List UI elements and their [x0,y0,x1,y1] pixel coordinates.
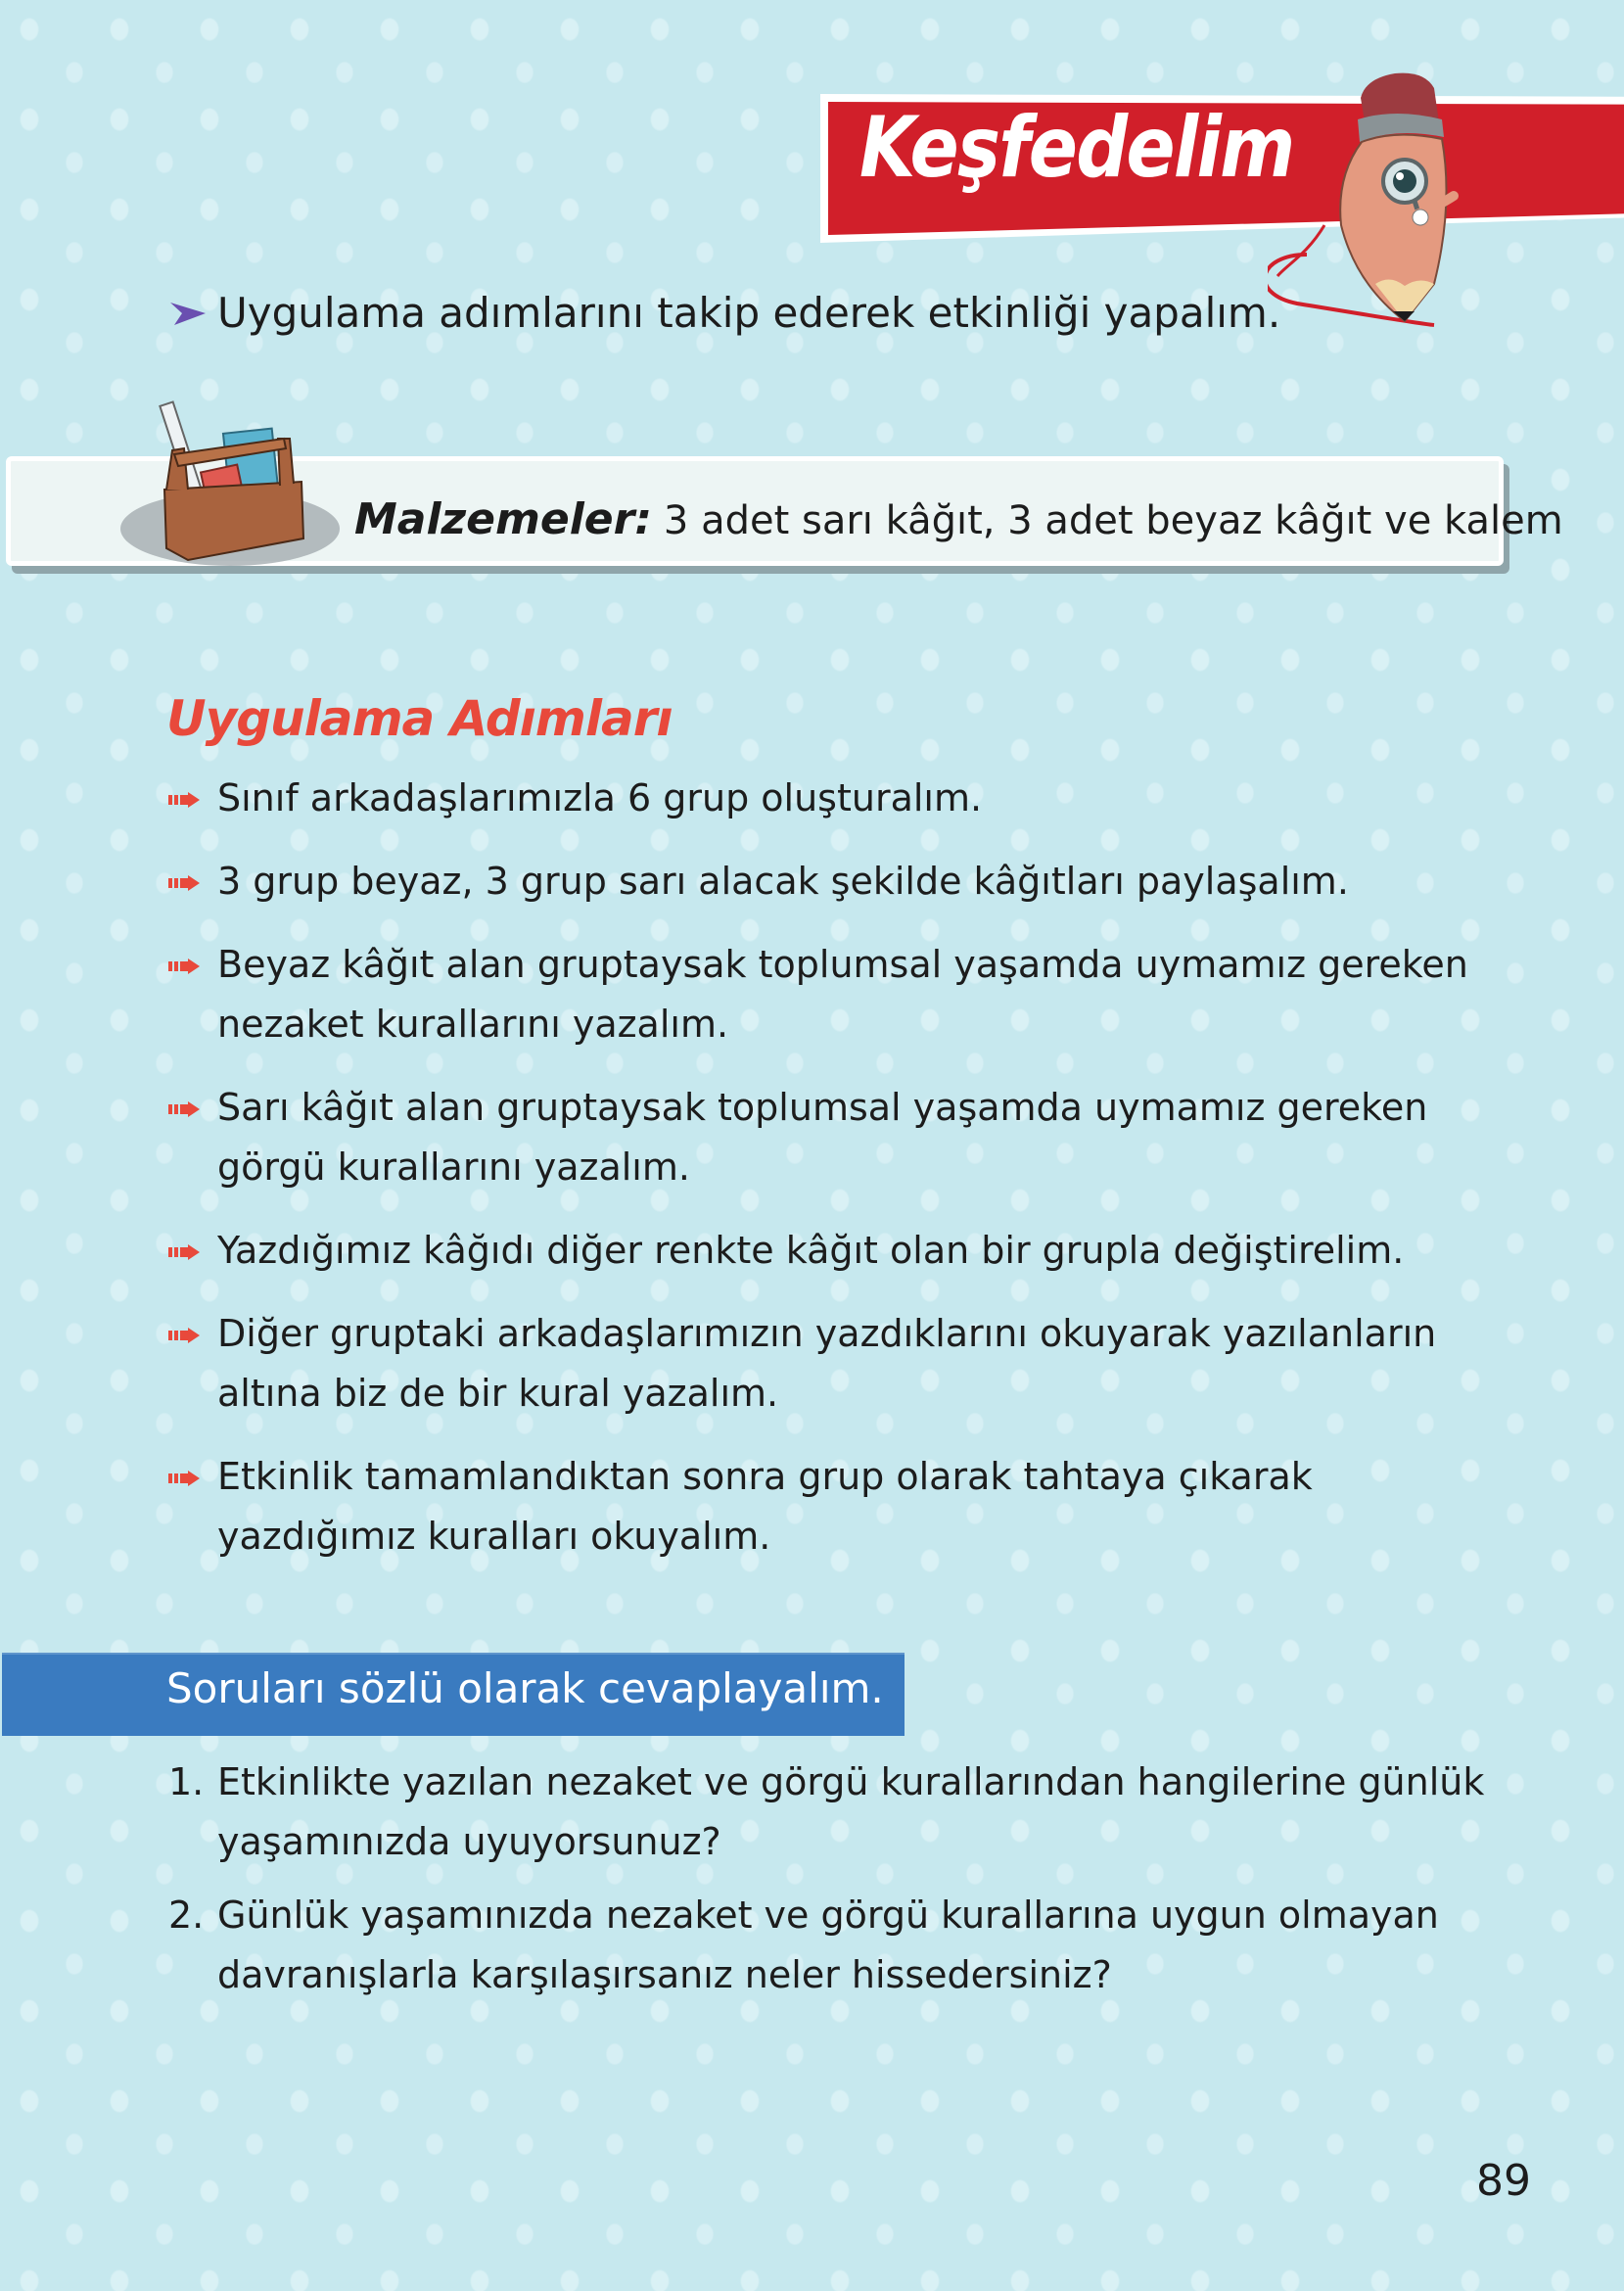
red-arrow-bullet-icon [168,1244,202,1260]
questions-list [168,1753,1500,2019]
list-item [168,769,1500,828]
step-text: Diğer gruptaki arkadaşlarımızın yazdıklarını okuyarak yazılanların altına biz de bir kural yazalım. [217,1312,1437,1415]
list-item [168,1221,1500,1281]
list-item [168,1886,1500,2005]
red-arrow-bullet-icon [168,958,202,974]
list-item [168,935,1500,1054]
step-text: Sınıf arkadaşlarımızla 6 grup oluşturalım. [217,776,983,819]
section-title: Keşfedelim [859,99,1294,197]
instruction-text: Uygulama adımlarını takip ederek etkinliği yapalım. [217,289,1281,337]
question-text: Günlük yaşamınızda nezaket ve görgü kurallarına uygun olmayan davranışlarla karşılaşırsanız neler hissedersiniz? [217,1894,1439,1996]
question-number: 1. [168,1760,205,1803]
step-text: Etkinlik tamamlandıktan sonra grup olarak tahtaya çıkarak yazdığımız kuralları okuyalım. [217,1455,1313,1558]
red-arrow-bullet-icon [168,1101,202,1117]
materials-line [354,494,1563,544]
list-item [168,1447,1500,1566]
red-arrow-bullet-icon [168,875,202,891]
step-text: Beyaz kâğıt alan gruptaysak toplumsal yaşamda uymamız gereken nezaket kurallarını yazalım. [217,943,1468,1046]
list-item [168,1753,1500,1872]
pencil-detective-mascot-icon [1268,59,1503,333]
list-item [168,1304,1500,1424]
red-arrow-bullet-icon [168,1328,202,1343]
step-text: Sarı kâğıt alan gruptaysak toplumsal yaşamda uymamız gereken görgü kurallarını yazalım. [217,1086,1428,1189]
list-item [168,852,1500,912]
materials-label: Malzemeler: [354,494,652,544]
list-item [168,1078,1500,1197]
toolbox-icon [117,392,362,568]
step-text: Yazdığımız kâğıdı diğer renkte kâğıt olan bir grupla değiştirelim. [217,1229,1405,1272]
materials-value: 3 adet sarı kâğıt, 3 adet beyaz kâğıt ve kalem [663,498,1563,543]
question-text: Etkinlikte yazılan nezaket ve görgü kurallarından hangilerine günlük yaşamınızda uyuyorsunuz? [217,1760,1485,1863]
purple-arrow-icon [168,299,208,328]
instruction-line [168,289,1280,337]
steps-list [168,769,1500,1590]
page-number: 89 [1476,2156,1531,2206]
red-arrow-bullet-icon [168,1471,202,1486]
red-arrow-bullet-icon [168,792,202,808]
questions-header: Soruları sözlü olarak cevaplayalım. [166,1664,884,1712]
steps-heading: Uygulama Adımları [166,690,673,747]
step-text: 3 grup beyaz, 3 grup sarı alacak şekilde kâğıtları paylaşalım. [217,860,1349,903]
question-number: 2. [168,1894,205,1937]
